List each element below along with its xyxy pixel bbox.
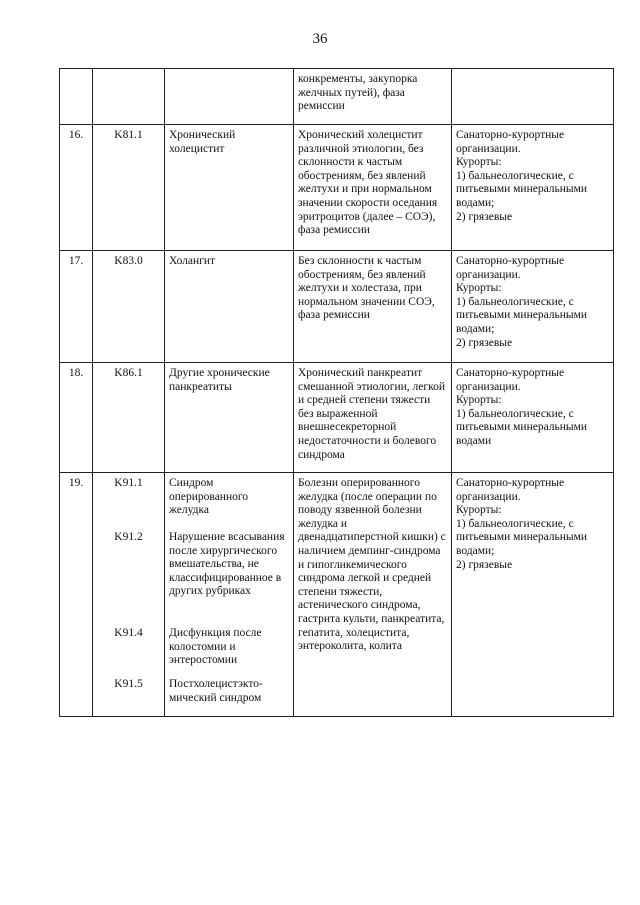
recommendation-line: Санаторно-курортные организации. <box>456 477 565 503</box>
icd-code-cell <box>93 473 165 717</box>
disease-name: Дисфункция после колостомии и энтеростомии <box>169 627 262 667</box>
disease-name: Холангит <box>165 251 294 363</box>
recommendation-line: Санаторно-курортные организации. <box>456 367 565 393</box>
recommendation-line: Курорты: <box>456 156 502 169</box>
icd-code: K81.1 <box>93 125 165 251</box>
row-number: 17. <box>60 251 93 363</box>
icd-code: K91.1 <box>114 477 143 489</box>
recommendation-line: Курорты: <box>456 394 502 407</box>
recommendation-line: 1) бальнеологические, с питьевыми минеральными водами; <box>456 169 588 209</box>
page-number: 36 <box>312 31 328 47</box>
row-number: 16. <box>60 125 93 251</box>
icd-code: K91.2 <box>114 531 143 543</box>
recommendation-line: Курорты: <box>456 504 502 517</box>
recommendation-line: 1) бальнеологические, с питьевыми минеральными водами <box>456 407 588 447</box>
recommendation-cell <box>452 69 614 125</box>
disease-description: Хронический холецистит различной этиологии, без склонности к частым обострениям, без явлений желтухи и при нормальном значении скорости оседания эритроцитов (далее – СОЭ), фаза ремиссии <box>294 125 452 251</box>
disease-name-cell <box>165 69 294 125</box>
row-number <box>60 69 93 125</box>
disease-description: Хронический панкреатит смешанной этиологии, легкой и средней степени тяжести без выраженной внешнесекреторной недостаточности и болевого синдрома <box>294 363 452 473</box>
recommendation-line: 2) грязевые <box>456 336 513 349</box>
recommendation-line: Санаторно-курортные организации. <box>456 129 565 155</box>
icd-code-cell <box>93 69 165 125</box>
row-number: 18. <box>60 363 93 473</box>
icd-code: K91.4 <box>114 627 143 639</box>
disease-description: Болезни оперированного желудка (после операции по поводу язвенной болезни желудка и двенадцатиперстной кишки) с наличием демпинг-синдрома и гипогликемического синдрома легкой и средней степени тяжести, астенического синдрома, гастрита культи, панкреатита, гепатита, холецистита, энтероколита, колита <box>294 473 452 717</box>
recommendation-line: 2) грязевые <box>456 210 513 223</box>
table-row <box>60 473 614 717</box>
resort-indications-table <box>59 68 614 717</box>
disease-name: Постхолецистэкто-мический синдром <box>169 678 263 704</box>
disease-name: Хронический холецистит <box>165 125 294 251</box>
icd-code: K86.1 <box>93 363 165 473</box>
disease-name: Нарушение всасывания после хирургического вмешательства, не классифицированное в других рубриках <box>169 531 285 598</box>
disease-description: Без склонности к частым обострениям, без явлений желтухи и холестаза, при нормальном значении СОЭ, фаза ремиссии <box>294 251 452 363</box>
table-row <box>60 69 614 125</box>
recommendation-line: Курорты: <box>456 282 502 295</box>
recommendation-cell <box>452 251 614 363</box>
table-row <box>60 125 614 251</box>
recommendation-line: 2) грязевые <box>456 558 513 571</box>
recommendation-line: 1) бальнеологические, с питьевыми минеральными водами; <box>456 295 588 335</box>
recommendation-line: 1) бальнеологические, с питьевыми минеральными водами; <box>456 517 588 557</box>
recommendation-cell <box>452 363 614 473</box>
disease-name-cell <box>165 473 294 717</box>
disease-name: Другие хронические панкреатиты <box>165 363 294 473</box>
table-row <box>60 363 614 473</box>
disease-name: Синдром оперированного желудка <box>169 477 249 517</box>
icd-code: K83.0 <box>93 251 165 363</box>
table-row <box>60 251 614 363</box>
disease-description: конкременты, закупорка желчных путей), фаза ремиссии <box>294 69 452 125</box>
row-number: 19. <box>60 473 93 717</box>
icd-code: K91.5 <box>114 678 143 690</box>
recommendation-cell <box>452 473 614 717</box>
recommendation-cell <box>452 125 614 251</box>
recommendation-line: Санаторно-курортные организации. <box>456 255 565 281</box>
